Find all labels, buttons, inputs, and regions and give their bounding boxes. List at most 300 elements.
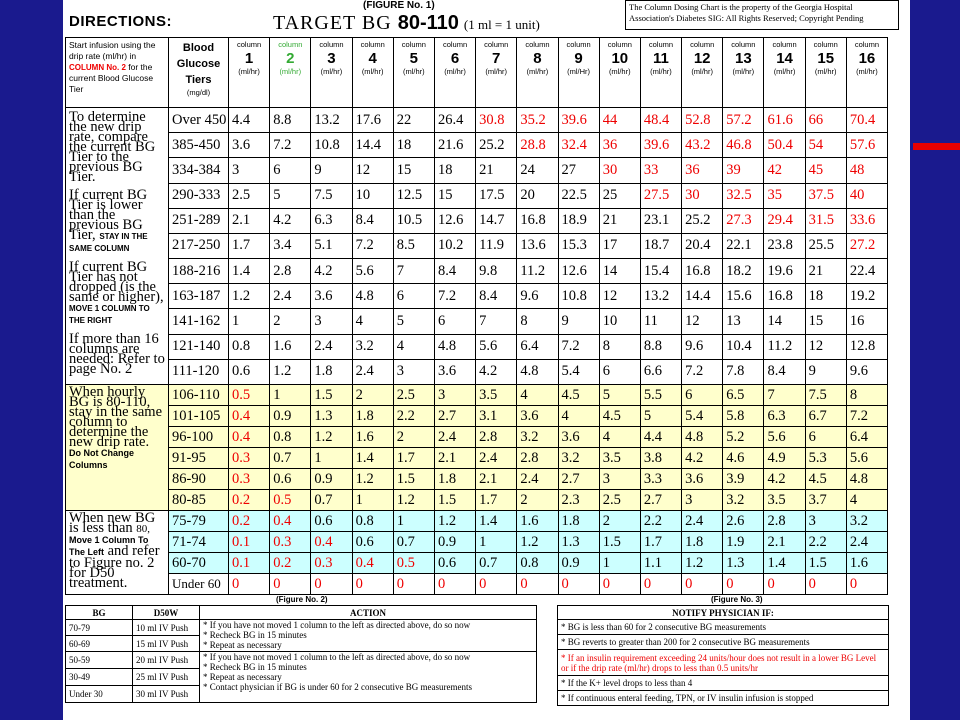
- bg-tier-cell: 334-384: [169, 158, 229, 183]
- table-row: [66, 490, 888, 511]
- fig3-header-cell: NOTIFY PHYSICIAN IF:: [558, 606, 889, 620]
- table-row: [66, 469, 888, 490]
- drip-rate-cell: 6.4: [846, 427, 887, 448]
- fig3-row: [558, 676, 889, 691]
- drip-rate-cell: 1.6: [846, 553, 887, 574]
- drip-rate-cell: 5: [393, 309, 434, 334]
- drip-rate-cell: 1.2: [393, 490, 434, 511]
- drip-rate-cell: 0.1: [229, 532, 270, 553]
- drip-rate-cell: 13: [723, 309, 764, 334]
- column-unit: (ml/hr): [814, 67, 837, 76]
- column-header-4: [352, 38, 393, 108]
- drip-rate-cell: 5.5: [640, 385, 681, 406]
- tiers-line-2: Glucose: [176, 58, 221, 70]
- column-word: column: [854, 40, 879, 49]
- stay-same-column: STAY IN THE SAME COLUMN: [69, 232, 148, 253]
- drip-rate-cell: 28.8: [517, 133, 558, 158]
- drip-rate-cell: 10: [599, 309, 640, 334]
- drip-rate-cell: 8: [517, 309, 558, 334]
- drip-rate-cell: 3: [229, 158, 270, 183]
- drip-rate-cell: 22.1: [723, 233, 764, 258]
- drip-rate-cell: 12: [352, 158, 393, 183]
- drip-rate-cell: 2.7: [558, 469, 599, 490]
- drip-rate-cell: 5.1: [311, 233, 352, 258]
- drip-rate-cell: 0.5: [393, 553, 434, 574]
- drip-rate-cell: 4.4: [229, 108, 270, 133]
- drip-rate-cell: 44: [599, 108, 640, 133]
- drip-rate-cell: 12: [599, 284, 640, 309]
- drip-rate-cell: 1.2: [434, 511, 475, 532]
- drip-rate-cell: 0.9: [270, 406, 311, 427]
- drip-rate-cell: 3.2: [352, 334, 393, 359]
- drip-rate-cell: 27.2: [846, 233, 887, 258]
- tiers-line-3: Tiers: [185, 74, 212, 86]
- drip-rate-cell: 4.5: [599, 406, 640, 427]
- drip-rate-cell: 7.8: [723, 359, 764, 384]
- column-header-12: [682, 38, 723, 108]
- column-word: column: [278, 40, 303, 49]
- drip-rate-cell: 3.3: [640, 469, 681, 490]
- drip-rate-cell: 9.8: [476, 259, 517, 284]
- drip-rate-cell: 1.3: [311, 406, 352, 427]
- drip-rate-cell: 1.6: [270, 334, 311, 359]
- drip-rate-cell: 1.8: [558, 511, 599, 532]
- drip-rate-cell: 1.2: [229, 284, 270, 309]
- drip-rate-cell: 2: [393, 427, 434, 448]
- column-unit: (ml/hr): [526, 67, 549, 76]
- bg-tier-cell: 60-70: [169, 553, 229, 574]
- drip-rate-cell: 1.7: [393, 448, 434, 469]
- drip-rate-cell: 48: [846, 158, 887, 183]
- drip-rate-cell: 1.5: [599, 532, 640, 553]
- drip-rate-cell: 6.5: [723, 385, 764, 406]
- drip-rate-cell: 18: [805, 284, 846, 309]
- drip-rate-cell: 4.8: [846, 469, 887, 490]
- column-number: 3: [327, 50, 336, 67]
- table-row: [66, 406, 888, 427]
- drip-rate-cell: 10.4: [723, 334, 764, 359]
- drip-rate-cell: 4.2: [476, 359, 517, 384]
- drip-rate-cell: 35: [764, 183, 805, 208]
- drip-rate-cell: 0.9: [558, 553, 599, 574]
- drip-rate-cell: 3: [434, 385, 475, 406]
- drip-rate-cell: 27: [558, 158, 599, 183]
- drip-rate-cell: 5.6: [476, 334, 517, 359]
- column-number: 6: [450, 50, 460, 67]
- column-unit: (ml/hr): [238, 67, 260, 76]
- bg-tier-cell: 75-79: [169, 511, 229, 532]
- column-word: column: [237, 40, 262, 49]
- table-row: [66, 309, 888, 334]
- drip-rate-cell: 4.8: [517, 359, 558, 384]
- drip-rate-cell: 8.8: [270, 108, 311, 133]
- drip-rate-cell: 5.6: [846, 448, 887, 469]
- bg-tier-cell: 385-450: [169, 133, 229, 158]
- fig2-action-cell: [200, 652, 537, 703]
- drip-rate-cell: 17.5: [476, 183, 517, 208]
- drip-rate-cell: 39.6: [640, 133, 681, 158]
- drip-rate-cell: 2.7: [640, 490, 681, 511]
- drip-rate-cell: 14.4: [682, 284, 723, 309]
- drip-rate-cell: 0.8: [229, 334, 270, 359]
- drip-rate-cell: 0.1: [229, 553, 270, 574]
- bg-tier-cell: 111-120: [169, 359, 229, 384]
- drip-rate-cell: 1: [229, 309, 270, 334]
- drip-rate-cell: 16.8: [682, 259, 723, 284]
- drip-rate-cell: 11.9: [476, 233, 517, 258]
- drip-rate-cell: 6: [270, 158, 311, 183]
- target-prefix: TARGET BG: [273, 12, 398, 34]
- drip-rate-cell: 2.1: [476, 469, 517, 490]
- drip-rate-cell: 57.2: [723, 108, 764, 133]
- drip-rate-cell: 0: [270, 574, 311, 595]
- drip-rate-cell: 1.2: [270, 359, 311, 384]
- column-header-1: [229, 38, 270, 108]
- drip-rate-cell: 12.6: [558, 259, 599, 284]
- drip-rate-cell: 23.1: [640, 208, 681, 233]
- drip-rate-cell: 2.8: [764, 511, 805, 532]
- drip-rate-cell: 0.2: [229, 511, 270, 532]
- drip-rate-cell: 3.4: [270, 233, 311, 258]
- drip-rate-cell: 5.4: [558, 359, 599, 384]
- drip-rate-cell: 6.3: [311, 208, 352, 233]
- drip-rate-cell: 8.5: [393, 233, 434, 258]
- drip-rate-cell: 3: [805, 511, 846, 532]
- table-row: [66, 158, 888, 183]
- drip-rate-cell: 46.8: [723, 133, 764, 158]
- drip-rate-cell: 6: [434, 309, 475, 334]
- drip-rate-cell: 4.5: [558, 385, 599, 406]
- copyright-line-1: The Column Dosing Chart is the property of the Georgia Hospital: [629, 2, 853, 12]
- drip-rate-cell: 1.4: [352, 448, 393, 469]
- column-header-2: [270, 38, 311, 108]
- drip-rate-cell: 27.5: [640, 183, 681, 208]
- drip-rate-cell: 25.2: [682, 208, 723, 233]
- notify-item: * BG reverts to greater than 200 for 2 consecutive BG measurements: [558, 635, 889, 650]
- drip-rate-cell: 0.4: [311, 532, 352, 553]
- drip-rate-cell: 15.6: [723, 284, 764, 309]
- drip-rate-cell: 1.5: [805, 553, 846, 574]
- drip-rate-cell: 0.7: [270, 448, 311, 469]
- drip-rate-cell: 0.9: [311, 469, 352, 490]
- drip-rate-cell: 13.2: [311, 108, 352, 133]
- drip-rate-cell: 18.7: [640, 233, 681, 258]
- drip-rate-cell: 3.2: [517, 427, 558, 448]
- column-unit: (ml/hr): [403, 67, 425, 76]
- column-unit: (ml/hr): [608, 67, 631, 76]
- column-unit: (ml/hr): [279, 67, 302, 76]
- column-header-13: [723, 38, 764, 108]
- drip-rate-cell: 3: [393, 359, 434, 384]
- table-row: [66, 284, 888, 309]
- drip-rate-cell: 1.3: [558, 532, 599, 553]
- drip-rate-cell: 7.2: [682, 359, 723, 384]
- drip-rate-cell: 3.6: [682, 469, 723, 490]
- drip-rate-cell: 18: [434, 158, 475, 183]
- drip-rate-cell: 5.4: [682, 406, 723, 427]
- fig2-action-item: * Recheck BG in 15 minutes: [203, 630, 307, 640]
- drip-rate-cell: 31.5: [805, 208, 846, 233]
- drip-rate-cell: 15: [393, 158, 434, 183]
- drip-rate-cell: 0.3: [270, 532, 311, 553]
- column-word: column: [690, 40, 715, 49]
- drip-rate-cell: 3.6: [311, 284, 352, 309]
- drip-rate-cell: 15: [434, 183, 475, 208]
- bg-tiers-header: [169, 38, 229, 108]
- fig2-d50-cell: 10 ml IV Push: [133, 620, 200, 636]
- drip-rate-cell: 5.2: [723, 427, 764, 448]
- column-word: column: [401, 40, 426, 49]
- column-unit: (ml/hr): [650, 67, 672, 76]
- drip-rate-cell: 1.4: [764, 553, 805, 574]
- drip-rate-cell: 0.6: [270, 469, 311, 490]
- drip-rate-cell: 3.6: [558, 427, 599, 448]
- less-than-text: When new BG is less than: [69, 510, 156, 536]
- column-number: 2: [286, 50, 295, 67]
- bg-tier-cell: 101-105: [169, 406, 229, 427]
- column-number: 4: [368, 50, 377, 67]
- drip-rate-cell: 2.1: [229, 208, 270, 233]
- drip-rate-cell: 0: [476, 574, 517, 595]
- move-right-instruction: MOVE 1 COLUMN TO THE RIGHT: [69, 304, 150, 325]
- table-row: [66, 233, 888, 258]
- drip-rate-cell: 2.4: [311, 334, 352, 359]
- bg-tier-cell: 106-110: [169, 385, 229, 406]
- drip-rate-cell: 8: [846, 385, 887, 406]
- fig2-header-cell: BG: [66, 606, 133, 620]
- column-number: 8: [533, 50, 542, 67]
- drip-rate-cell: 0.5: [270, 490, 311, 511]
- drip-rate-cell: 6.3: [764, 406, 805, 427]
- drip-rate-cell: 6: [805, 427, 846, 448]
- drip-rate-cell: 7.2: [352, 233, 393, 258]
- directions-block-2: [66, 385, 169, 511]
- bg-tier-cell: Over 450: [169, 108, 229, 133]
- drip-rate-cell: 2.6: [723, 511, 764, 532]
- drip-rate-cell: 7.5: [805, 385, 846, 406]
- start-infusion-cell: [66, 38, 169, 108]
- column-header-14: [764, 38, 805, 108]
- drip-rate-cell: 0: [393, 574, 434, 595]
- drip-rate-cell: 6.4: [517, 334, 558, 359]
- notify-item: * If the K+ level drops to less than 4: [558, 676, 889, 691]
- table-row: [66, 385, 888, 406]
- drip-rate-cell: 2.4: [517, 469, 558, 490]
- bg-tier-cell: 141-162: [169, 309, 229, 334]
- drip-rate-cell: 1.3: [723, 553, 764, 574]
- column-word: column: [772, 40, 797, 49]
- column-unit: (ml/hr): [856, 67, 878, 76]
- less-than-number: 80,: [136, 523, 151, 535]
- drip-rate-cell: 0.9: [434, 532, 475, 553]
- fig3-row: [558, 691, 889, 706]
- drip-rate-cell: 0: [434, 574, 475, 595]
- drip-rate-cell: 25.5: [805, 233, 846, 258]
- column-number: 10: [611, 50, 629, 67]
- drip-rate-cell: 4.2: [764, 469, 805, 490]
- direction-lower: [69, 187, 165, 254]
- bg-tier-cell: 251-289: [169, 208, 229, 233]
- drip-rate-cell: 3.6: [434, 359, 475, 384]
- drip-rate-cell: 21: [476, 158, 517, 183]
- drip-rate-cell: 10.5: [393, 208, 434, 233]
- drip-rate-cell: 2.1: [764, 532, 805, 553]
- drip-rate-cell: 5.8: [723, 406, 764, 427]
- table-row: [66, 259, 888, 284]
- drip-rate-cell: 5.6: [764, 427, 805, 448]
- drip-rate-cell: 37.5: [805, 183, 846, 208]
- fig2-bg-cell: 70-79: [66, 620, 133, 636]
- drip-rate-cell: 0.4: [352, 553, 393, 574]
- drip-rate-cell: 30: [599, 158, 640, 183]
- column-number: 12: [693, 50, 711, 67]
- drip-rate-cell: 26.4: [434, 108, 475, 133]
- figure1-label: (FIGURE No. 1): [363, 0, 435, 11]
- directions-block-1: [66, 108, 169, 385]
- fig2-d50-cell: 15 ml IV Push: [133, 636, 200, 652]
- drip-rate-cell: 15: [805, 309, 846, 334]
- fig2-action-item: * Recheck BG in 15 minutes: [203, 662, 307, 672]
- dosing-chart-page: [63, 0, 910, 720]
- drip-rate-cell: 40: [846, 183, 887, 208]
- drip-rate-cell: 16.8: [517, 208, 558, 233]
- fig2-action-item: * Repeat as necessary: [203, 640, 282, 650]
- drip-rate-cell: 4.6: [723, 448, 764, 469]
- table-row: [66, 448, 888, 469]
- column-word: column: [525, 40, 550, 49]
- drip-rate-cell: 0.6: [229, 359, 270, 384]
- drip-rate-cell: 16: [846, 309, 887, 334]
- drip-rate-cell: 9: [805, 359, 846, 384]
- drip-rate-cell: 2.4: [352, 359, 393, 384]
- drip-rate-cell: 2.5: [393, 385, 434, 406]
- drip-rate-cell: 0: [723, 574, 764, 595]
- drip-rate-cell: 16.8: [764, 284, 805, 309]
- drip-rate-cell: 3: [599, 469, 640, 490]
- fig2-bg-cell: Under 30: [66, 686, 133, 703]
- column-number: 1: [244, 50, 254, 67]
- stay-in-column-text: When hourly BG is 80-110, stay in the same column to determine the new drip rate.: [69, 384, 163, 450]
- drip-rate-cell: 52.8: [682, 108, 723, 133]
- drip-rate-cell: 14: [599, 259, 640, 284]
- drip-rate-cell: 12.6: [434, 208, 475, 233]
- drip-rate-cell: 3.1: [476, 406, 517, 427]
- drip-rate-cell: 70.4: [846, 108, 887, 133]
- drip-rate-cell: 0.8: [517, 553, 558, 574]
- drip-rate-cell: 4.8: [682, 427, 723, 448]
- copyright-box: [625, 0, 899, 30]
- direction-more-columns: If more than 16 columns are needed: Refer to page No. 2: [69, 331, 165, 377]
- column-unit: (ml/hr): [732, 67, 755, 76]
- column-header-3: [311, 38, 352, 108]
- column-word: column: [360, 40, 385, 49]
- drip-rate-cell: 8.4: [434, 259, 475, 284]
- fig2-action-item: * Contact physician if BG is under 60 for 2 consecutive BG measurements: [203, 682, 472, 692]
- column-word: column: [566, 40, 591, 49]
- drip-rate-cell: 29.4: [764, 208, 805, 233]
- column-number: 13: [735, 50, 752, 67]
- table-row: [66, 334, 888, 359]
- d50-treatment-table: [65, 605, 537, 703]
- column-word: column: [813, 40, 838, 49]
- drip-rate-cell: 0.2: [270, 553, 311, 574]
- drip-rate-cell: 2.7: [434, 406, 475, 427]
- drip-rate-cell: 0: [311, 574, 352, 595]
- drip-rate-cell: 4.9: [764, 448, 805, 469]
- drip-rate-cell: 9: [558, 309, 599, 334]
- drip-rate-cell: 1.8: [352, 406, 393, 427]
- copyright-line-2: Association's Diabetes SIG: All Rights Reserved; Copyright Pending: [629, 13, 864, 23]
- drip-rate-cell: 4: [393, 334, 434, 359]
- drip-rate-cell: 4: [846, 490, 887, 511]
- drip-rate-cell: 0.6: [352, 532, 393, 553]
- drip-rate-cell: 9: [311, 158, 352, 183]
- fig2-d50-cell: 30 ml IV Push: [133, 686, 200, 703]
- drip-rate-cell: 2.2: [805, 532, 846, 553]
- drip-rate-cell: 7.2: [270, 133, 311, 158]
- column-header-9: [558, 38, 599, 108]
- notify-item: * If an insulin requirement exceeding 24 units/hour does not result in a lower BG Level or if the drip rate (ml/hr) drops to less than 0.5 units/hr: [558, 650, 889, 676]
- drip-rate-cell: 54: [805, 133, 846, 158]
- drip-rate-cell: 0.4: [229, 427, 270, 448]
- drip-rate-cell: 15.3: [558, 233, 599, 258]
- drip-rate-cell: 2: [517, 490, 558, 511]
- drip-rate-cell: 3.9: [723, 469, 764, 490]
- drip-rate-cell: 1.4: [229, 259, 270, 284]
- drip-rate-cell: 1.5: [393, 469, 434, 490]
- drip-rate-cell: 21.6: [434, 133, 475, 158]
- drip-rate-cell: 1.8: [311, 359, 352, 384]
- drip-rate-cell: 24: [517, 158, 558, 183]
- fig3-row: [558, 650, 889, 676]
- drip-rate-cell: 14.4: [352, 133, 393, 158]
- drip-rate-cell: 42: [764, 158, 805, 183]
- direction-not-dropped-text: If current BG Tier has not dropped (is the same or higher),: [69, 259, 164, 305]
- notify-physician-table: [557, 605, 889, 706]
- drip-rate-cell: 3.2: [558, 448, 599, 469]
- drip-rate-cell: 20.4: [682, 233, 723, 258]
- drip-rate-cell: 1.1: [640, 553, 681, 574]
- drip-rate-cell: 0.2: [229, 490, 270, 511]
- column-header-15: [805, 38, 846, 108]
- drip-rate-cell: 4.2: [311, 259, 352, 284]
- drip-rate-cell: 66: [805, 108, 846, 133]
- drip-rate-cell: 5: [599, 385, 640, 406]
- column-unit: (ml/hr): [485, 67, 508, 76]
- drip-rate-cell: 1: [599, 553, 640, 574]
- direction-lower-text: If current BG Tier is lower than the previous BG Tier,: [69, 187, 148, 243]
- fig2-d50-cell: 20 ml IV Push: [133, 652, 200, 669]
- column-header-10: [599, 38, 640, 108]
- fig2-action-item: * If you have not moved 1 column to the left as directed above, do so now: [203, 652, 471, 662]
- bg-tier-cell: 96-100: [169, 427, 229, 448]
- notify-item: * BG is less than 60 for 2 consecutive BG measurements: [558, 620, 889, 635]
- table-row: [66, 574, 888, 595]
- drip-rate-cell: 4.8: [434, 334, 475, 359]
- drip-rate-cell: 33.6: [846, 208, 887, 233]
- bg-tier-cell: 121-140: [169, 334, 229, 359]
- drip-rate-cell: 0.3: [311, 553, 352, 574]
- drip-rate-cell: 22: [393, 108, 434, 133]
- column-dosing-table: [65, 37, 888, 595]
- drip-rate-cell: 7: [393, 259, 434, 284]
- start-infusion-text-2: for the current Blood Glucose Tier: [69, 62, 154, 94]
- bg-tier-cell: 217-250: [169, 233, 229, 258]
- drip-rate-cell: 2: [352, 385, 393, 406]
- drip-rate-cell: 43.2: [682, 133, 723, 158]
- drip-rate-cell: 2.8: [476, 427, 517, 448]
- drip-rate-cell: 1.5: [434, 490, 475, 511]
